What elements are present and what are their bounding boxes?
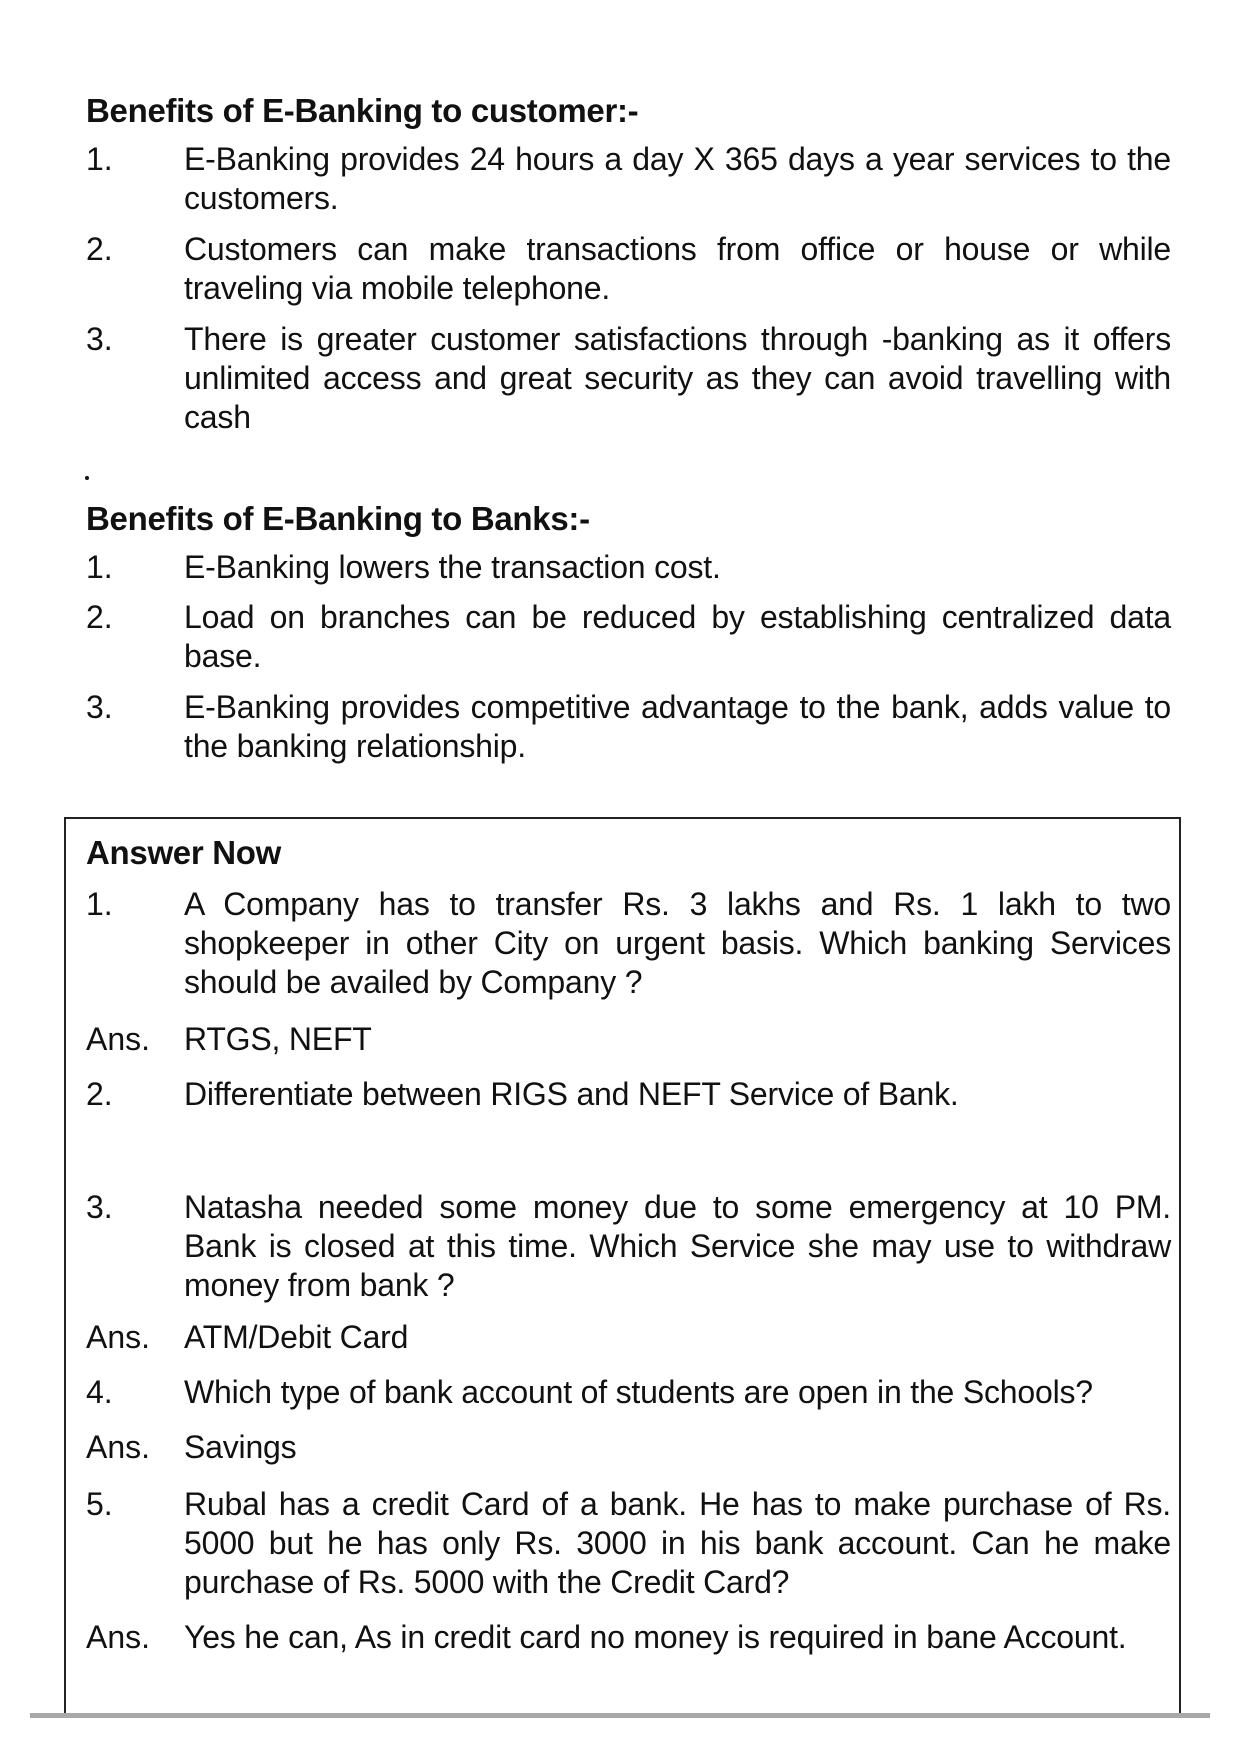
list-text: E-Banking provides 24 hours a day X 365 days a year services to the customers. bbox=[184, 141, 1171, 216]
list-item bbox=[86, 320, 1171, 437]
answer-label: Ans. bbox=[86, 1429, 151, 1465]
question-number: 3. bbox=[86, 1189, 113, 1225]
question-item bbox=[86, 885, 1171, 1002]
list-text: E-Banking provides competitive advantage to the bank, adds value to the banking relationship. bbox=[184, 689, 1171, 764]
list-text: There is greater customer satisfactions through -banking as it offers unlimited access and great security as they can avoid travelling with cash bbox=[184, 321, 1171, 435]
question-number: 4. bbox=[86, 1374, 113, 1410]
list-number: 3. bbox=[86, 689, 113, 725]
list-text: Customers can make transactions from office or house or while traveling via mobile telephone. bbox=[184, 231, 1171, 306]
list-number: 3. bbox=[86, 321, 113, 357]
answer-text: RTGS, NEFT bbox=[184, 1021, 372, 1057]
question-item bbox=[86, 1075, 1171, 1114]
heading-answer-now: Answer Now bbox=[86, 834, 282, 871]
question-item bbox=[86, 1373, 1171, 1412]
answer-text: ATM/Debit Card bbox=[184, 1319, 409, 1355]
question-item bbox=[86, 1485, 1171, 1602]
question-text: A Company has to transfer Rs. 3 lakhs and Rs. 1 lakh to two shopkeeper in other City on urgent basis. Which banking Services should be availed by Company ? bbox=[184, 886, 1171, 1000]
answer-text: Yes he can, As in credit card no money is required in bane Account. bbox=[184, 1619, 1127, 1655]
question-text: Differentiate between RIGS and NEFT Service of Bank. bbox=[184, 1076, 959, 1112]
answer-item bbox=[86, 1428, 1171, 1467]
list-item bbox=[86, 230, 1171, 308]
answer-item bbox=[86, 1618, 1171, 1657]
question-number: 1. bbox=[86, 886, 113, 922]
list-number: 1. bbox=[86, 549, 113, 585]
question-number: 5. bbox=[86, 1486, 113, 1522]
bottom-rule bbox=[30, 1713, 1210, 1718]
list-text: Load on branches can be reduced by establishing centralized data base. bbox=[184, 599, 1171, 674]
list-item bbox=[86, 598, 1171, 676]
list-number: 2. bbox=[86, 231, 113, 267]
list-number: 1. bbox=[86, 141, 113, 177]
heading-benefits-customer: Benefits of E-Banking to customer:- bbox=[86, 92, 639, 129]
list-text: E-Banking lowers the transaction cost. bbox=[184, 549, 721, 585]
list-item bbox=[86, 688, 1171, 766]
answer-text: Savings bbox=[184, 1429, 297, 1465]
question-item bbox=[86, 1188, 1171, 1305]
list-item bbox=[86, 140, 1171, 218]
list-item bbox=[86, 548, 1171, 587]
answer-label: Ans. bbox=[86, 1021, 151, 1057]
heading-benefits-banks: Benefits of E-Banking to Banks:- bbox=[86, 500, 590, 537]
question-text: Natasha needed some money due to some emergency at 10 PM. Bank is closed at this time. Which Service she may use to withdraw money from bank ? bbox=[184, 1189, 1171, 1303]
list-number: 2. bbox=[86, 599, 113, 635]
answer-label: Ans. bbox=[86, 1319, 151, 1355]
stray-dot bbox=[85, 476, 89, 480]
question-text: Rubal has a credit Card of a bank. He has to make purchase of Rs. 5000 but he has only Rs. 3000 in his bank account. Can he make purchase of Rs. 5000 with the Credit Card? bbox=[184, 1486, 1171, 1600]
question-text: Which type of bank account of students are open in the Schools? bbox=[184, 1374, 1093, 1410]
question-number: 2. bbox=[86, 1076, 113, 1112]
answer-item bbox=[86, 1318, 1171, 1357]
answer-item bbox=[86, 1020, 1171, 1059]
answer-label: Ans. bbox=[86, 1619, 151, 1655]
